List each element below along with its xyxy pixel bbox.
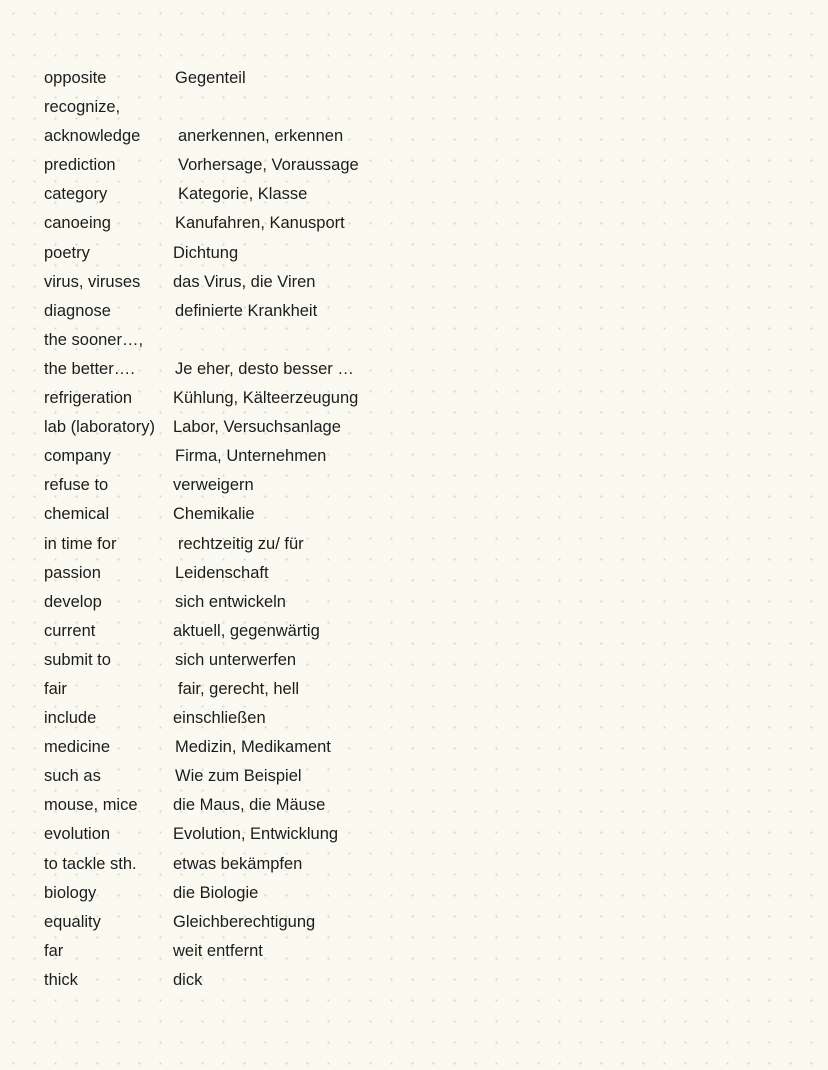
vocab-row: [44, 384, 744, 413]
vocab-row: [44, 646, 744, 675]
german-translation: Gleichberechtigung: [173, 912, 316, 931]
german-translation: sich unterwerfen: [175, 650, 297, 669]
vocab-row: [44, 442, 744, 471]
vocab-row: [44, 530, 744, 559]
english-term: to tackle sth.: [44, 854, 137, 873]
vocab-row: [44, 762, 744, 791]
vocab-row: [44, 791, 744, 820]
vocab-row: [44, 617, 744, 646]
english-term: category: [44, 185, 108, 204]
english-term: poetry: [44, 243, 90, 262]
german-translation: Medizin, Medikament: [175, 738, 331, 757]
german-translation: Wie zum Beispiel: [175, 767, 302, 786]
vocab-row: [44, 151, 744, 180]
vocab-row: [44, 326, 744, 355]
english-term: biology: [44, 883, 97, 902]
german-translation: verweigern: [173, 476, 254, 495]
english-term: medicine: [44, 738, 111, 757]
english-term: in time for: [44, 534, 117, 553]
vocab-row: [44, 239, 744, 268]
german-translation: Je eher, desto besser …: [175, 359, 354, 378]
vocab-row: [44, 559, 744, 588]
german-translation: aktuell, gegenwärtig: [173, 621, 320, 640]
german-translation: Leidenschaft: [175, 563, 269, 582]
german-translation: fair, gerecht, hell: [178, 679, 300, 698]
german-translation: etwas bekämpfen: [173, 854, 303, 873]
english-term: submit to: [44, 650, 111, 669]
english-term: thick: [44, 970, 78, 989]
german-translation: anerkennen, erkennen: [178, 127, 344, 146]
vocab-row: [44, 588, 744, 617]
english-term: company: [44, 447, 111, 466]
german-translation: die Biologie: [173, 883, 259, 902]
vocab-row: [44, 675, 744, 704]
english-term: current: [44, 621, 96, 640]
english-term: the sooner…,: [44, 330, 144, 349]
vocab-row: [44, 500, 744, 529]
vocab-row: [44, 122, 744, 151]
vocab-row: [44, 879, 744, 908]
german-translation: Firma, Unternehmen: [175, 447, 327, 466]
german-translation: Kategorie, Klasse: [178, 185, 308, 204]
vocab-row: [44, 820, 744, 849]
german-translation: Kanufahren, Kanusport: [175, 214, 345, 233]
german-translation: weit entfernt: [173, 941, 263, 960]
vocab-row: [44, 64, 744, 93]
vocab-row: [44, 413, 744, 442]
english-term: chemical: [44, 505, 110, 524]
vocab-row: [44, 850, 744, 879]
vocab-row: [44, 937, 744, 966]
english-term: include: [44, 709, 97, 728]
vocab-row: [44, 209, 744, 238]
vocab-row: [44, 704, 744, 733]
german-translation: Chemikalie: [173, 505, 255, 524]
vocab-row: [44, 93, 744, 122]
english-term: canoeing: [44, 214, 111, 233]
english-term: lab (laboratory): [44, 418, 155, 437]
english-term: develop: [44, 592, 102, 611]
english-term: far: [44, 941, 64, 960]
german-translation: Vorhersage, Voraussage: [178, 156, 359, 175]
english-term: diagnose: [44, 301, 111, 320]
english-term: passion: [44, 563, 101, 582]
german-translation: Gegenteil: [175, 69, 246, 87]
german-translation: das Virus, die Viren: [173, 272, 316, 291]
german-translation: definierte Krankheit: [175, 301, 318, 320]
vocab-row: [44, 471, 744, 500]
english-term: equality: [44, 912, 101, 931]
english-term: virus, viruses: [44, 272, 141, 291]
english-term: recognize,: [44, 98, 121, 117]
vocab-row: [44, 355, 744, 384]
english-term: prediction: [44, 156, 116, 175]
german-translation: Dichtung: [173, 243, 239, 262]
german-translation: Kühlung, Kälteerzeugung: [173, 389, 359, 408]
vocab-row: [44, 297, 744, 326]
english-term: acknowledge: [44, 127, 141, 146]
vocab-row: [44, 908, 744, 937]
german-translation: rechtzeitig zu/ für: [178, 534, 304, 553]
english-term: the better….: [44, 359, 135, 378]
english-term: refuse to: [44, 476, 109, 495]
german-translation: Evolution, Entwicklung: [173, 825, 339, 844]
vocab-row: [44, 733, 744, 762]
english-term: such as: [44, 767, 101, 786]
english-term: refrigeration: [44, 389, 133, 408]
vocab-row: [44, 966, 744, 995]
vocabulary-list: [44, 64, 744, 995]
english-term: fair: [44, 679, 67, 698]
german-translation: sich entwickeln: [175, 592, 286, 611]
english-term: mouse, mice: [44, 796, 138, 815]
german-translation: die Maus, die Mäuse: [173, 796, 326, 815]
english-term: opposite: [44, 69, 107, 87]
vocab-row: [44, 268, 744, 297]
german-translation: einschließen: [173, 709, 266, 728]
english-term: evolution: [44, 825, 111, 844]
vocab-row: [44, 180, 744, 209]
german-translation: dick: [173, 970, 203, 989]
german-translation: Labor, Versuchsanlage: [173, 418, 341, 437]
